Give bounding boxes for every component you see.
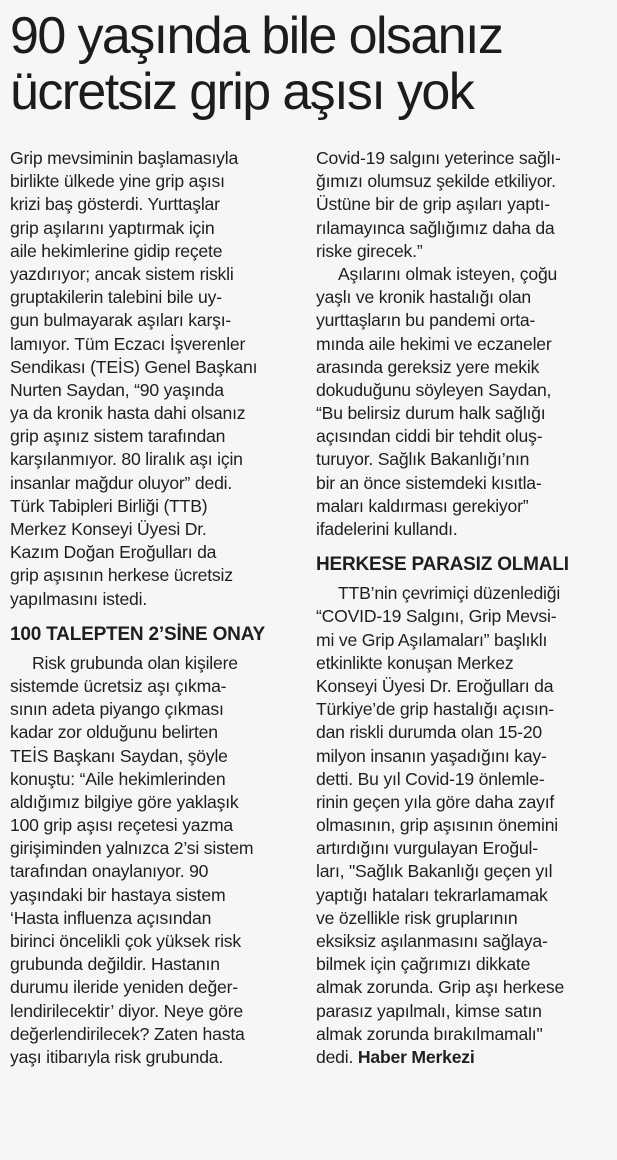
text-line: tarafından onaylanıyor. 90	[10, 861, 209, 882]
text-line: TTB’nin çevrimiçi düzenlediği	[338, 583, 561, 604]
text-line: yazdırıyor; ancak sistem riskli	[10, 263, 234, 284]
text-line: Kazım Doğan Eroğulları da	[10, 542, 217, 563]
text-line: aile hekimlerine gidip reçete	[10, 240, 223, 261]
section-paragraph	[10, 652, 300, 1069]
text-line: yaşındaki bir hastaya sistem	[10, 884, 226, 905]
text-line: bilmek için çağrımızı dikkate	[316, 954, 531, 975]
text-line: Üstüne bir de grip aşıları yaptı-	[316, 194, 550, 215]
text-line: almak zorunda bırakılmamalı"	[316, 1023, 543, 1044]
text-line: girişiminden yalnızca 2’si sistem	[10, 838, 254, 859]
text-line: Türk Tabipleri Birliği (TTB)	[10, 495, 208, 516]
text-line: birinci öncelikli çok yüksek risk	[10, 931, 241, 951]
byline: Haber Merkezi	[357, 1046, 475, 1067]
subhead-herkese-parasiz: HERKESE PARASIZ OLMALI	[316, 554, 569, 576]
text-line: yaşlı ve kronik hastalığı olan	[316, 287, 532, 308]
text-line: grubunda değildir. Hastanın	[10, 954, 220, 975]
text-line: yaptığı hataları tekrarlamamak	[316, 884, 548, 905]
text-line: Konseyi Üyesi Dr. Eroğulları da	[316, 675, 554, 696]
text-line: lamıyor. Tüm Eczacı İşverenler	[10, 333, 246, 354]
text-line: almak zorunda. Grip aşı herkese	[316, 977, 565, 998]
intro-paragraph	[10, 147, 300, 611]
closing-line	[316, 1046, 608, 1069]
eroğullari-paragraph	[316, 582, 608, 1046]
text-line: 100 grip aşısı reçetesi yazma	[10, 815, 234, 836]
text-line: eksiksiz aşılanmasını sağlaya-	[316, 931, 548, 951]
text-line: ları, "Sağlık Bakanlığı geçen yıl	[316, 861, 553, 882]
text-line: ya da kronik hasta dahi olsanız	[10, 403, 246, 424]
text-line: insanlar mağdur oluyor” dedi.	[10, 472, 233, 493]
text-line: bir an önce sistemdeki kısıtla-	[316, 472, 542, 493]
text-line: Merkez Konseyi Üyesi Dr.	[10, 519, 207, 539]
left-column	[10, 147, 300, 1069]
text-line: parasız yapılmalı, kimse satın	[316, 1000, 542, 1021]
text-line: detti. Bu yıl Covid-19 önlemle-	[316, 768, 545, 789]
text-line: ve özellikle risk gruplarının	[316, 907, 518, 928]
text-line: mi ve Grip Aşılamaları” başlıklı	[316, 629, 548, 650]
text-line: gruptakilerin talebini bile uy-	[10, 287, 222, 308]
closing-text: dedi.	[316, 1046, 354, 1067]
text-line: riske girecek.”	[316, 240, 423, 261]
text-line: Covid-19 salgını yeterince sağlı-	[316, 148, 561, 168]
text-line: olmasının, grip aşısının önemini	[316, 815, 558, 836]
subhead-100-talepten: 100 TALEPTEN 2’SİNE ONAY	[10, 623, 265, 645]
text-line: yapılmasını istedi.	[10, 588, 148, 609]
text-line: TEİS Başkanı Saydan, şöyle	[10, 745, 228, 766]
text-line: kadar zor olduğunu belirten	[10, 722, 218, 743]
text-line: arasında gereksiz yere mekik	[316, 356, 540, 377]
headline-line-1: 90 yaşında bile olsanız	[10, 7, 503, 65]
right-column	[316, 147, 608, 1069]
text-line: Aşılarını olmak isteyen, çoğu	[338, 263, 558, 284]
text-line: “Bu belirsiz durum halk sağlığı	[316, 403, 546, 424]
text-line: durumu ileride yeniden değer-	[10, 977, 238, 998]
text-line: grip aşısının herkese ücretsiz	[10, 565, 233, 586]
saydan-paragraph	[316, 263, 608, 541]
text-line: birlikte ülkede yine grip aşısı	[10, 171, 225, 192]
text-line: yurttaşların bu pandemi orta-	[316, 310, 536, 331]
text-line: sistemde ücretsiz aşı çıkma-	[10, 675, 227, 696]
text-line: karşılanmıyor. 80 liralık aşı için	[10, 449, 243, 470]
text-line: ğımızı olumsuz şekilde etkiliyor.	[316, 171, 556, 192]
text-line: grip aşılarını yaptırmak için	[10, 217, 215, 238]
text-line: ‘Hasta influenza açısından	[10, 907, 212, 928]
text-line: artırdığını vurgulayan Eroğul-	[316, 838, 538, 859]
text-line: milyon insanın yaşadığını kay-	[316, 745, 547, 766]
text-line: rılamayınca sağlığımız daha da	[316, 217, 555, 238]
text-line: mında aile hekimi ve eczaneler	[316, 333, 552, 354]
text-line: Risk grubunda olan kişilere	[32, 652, 238, 673]
text-line: Nurten Saydan, “90 yaşında	[10, 379, 224, 400]
text-line: “COVID-19 Salgını, Grip Mevsi-	[316, 606, 557, 627]
text-line: maları kaldırması gerekiyor”	[316, 495, 529, 516]
text-line: yaşı itibarıyla risk grubunda.	[10, 1046, 224, 1067]
text-line: ifadelerini kullandı.	[316, 519, 458, 539]
text-line: Grip mevsiminin başlamasıyla	[10, 148, 239, 168]
text-line: grip aşınız sistem tarafından	[10, 426, 226, 447]
text-line: etkinlikte konuşan Merkez	[316, 652, 514, 673]
text-line: rinin geçen yıla göre daha zayıf	[316, 791, 555, 812]
headline-line-2: ücretsiz grip aşısı yok	[10, 63, 474, 121]
text-line: sının adeta piyango çıkması	[10, 699, 224, 720]
text-line: konuştu: “Aile hekimlerinden	[10, 768, 226, 789]
article-headline	[10, 8, 610, 120]
text-line: açısından ciddi bir tehdit oluş-	[316, 426, 543, 447]
text-line: turuyor. Sağlık Bakanlığı’nın	[316, 449, 530, 470]
text-line: lendirilecektir’ diyor. Neye göre	[10, 1000, 243, 1021]
text-line: dokuduğunu söyleyen Saydan,	[316, 379, 552, 400]
text-line: krizi baş gösterdi. Yurttaşlar	[10, 194, 220, 215]
quote-continuation-paragraph	[316, 147, 608, 263]
text-line: dan riskli durumda olan 15-20	[316, 722, 542, 743]
text-line: Türkiye’de grip hastalığı açısın-	[316, 699, 554, 720]
text-line: aldığımız bilgiye göre yaklaşık	[10, 791, 239, 812]
text-line: değerlendirilecek? Zaten hasta	[10, 1023, 245, 1044]
text-line: gun bulmayarak aşıları karşı-	[10, 310, 232, 331]
text-line: Sendikası (TEİS) Genel Başkanı	[10, 356, 258, 377]
